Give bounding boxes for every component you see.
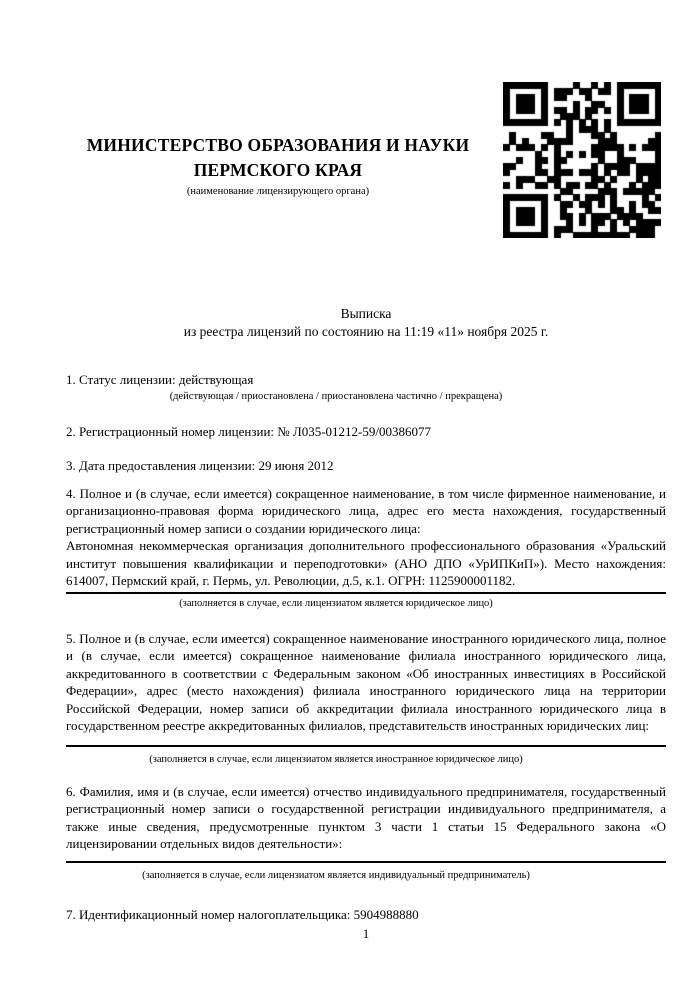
page-number: 1 (362, 926, 370, 941)
item-4-label: 4. Полное и (в случае, если имеется) сокращенное наименование, в том числе фирменное наименование, и организационно-правовая форма юридического лица, адрес его места нахождения, государственный регистрационный номер записи о создании юридического лица: (66, 485, 666, 536)
item-4-caption: (заполняется в случае, если лицензиатом является юридическое лицо) (179, 597, 493, 609)
extract-title-block (66, 305, 666, 340)
item-6-caption: (заполняется в случае, если лицензиатом является индивидуальный предприниматель) (142, 869, 530, 881)
item-5-label: 5. Полное и (в случае, если имеется) сокращенное наименование иностранного юридического лица, полное и (в случае, если имеется) сокращенное наименование филиала иностранного юридического лица, аккредитованного в соответствии с Федеральным законом «Об иностранных инвестициях в Российской Федерации», адрес (место нахождения) филиала иностранного юридического лица на территории Российской Федерации, номер записи об аккредитации филиала иностранного юридического лица в государственном реестре аккредитованных филиалов, представительств иностранных юридических лиц: (66, 630, 666, 733)
item-6-label: 6. Фамилия, имя и (в случае, если имеется) отчество индивидуального предпринимателя, государственный регистрационный номер записи о государственной регистрации индивидуального предпринимателя, а также иные сведения, предусмотренные пунктом 3 части 1 статьи 15 Федерального закона «О лицензировании отдельных видов деятельности»: (66, 783, 666, 851)
extract-subtitle: из реестра лицензий по состоянию на 11:19 «11» ноября 2025 г. (183, 323, 549, 339)
item-1-caption: (действующая / приостановлена / приостановлена частично / прекращена) (169, 390, 503, 402)
item-4-licensee-value: Автономная некоммерческая организация дополнительного профессионального образования «Уральский институт повышения квалификации и переподготовки» (АНО ДПО «УрИПКиП»). Место нахождения: 614007, Пермский край, г. Пермь, ул. Революции, д.5, к.1. ОГРН: 1125900001182. (66, 537, 666, 594)
ministry-name-line1: МИНИСТЕРСТВО ОБРАЗОВАНИЯ И НАУКИ (86, 135, 470, 155)
item-7-taxpayer-number: 7. Идентификационный номер налогоплательщика: 5904988880 (66, 906, 419, 922)
item-1-license-status: 1. Статус лицензии: действующая (66, 372, 254, 387)
item-3-license-date: 3. Дата предоставления лицензии: 29 июня 2012 (66, 458, 334, 473)
qr-code (503, 82, 661, 238)
licensing-authority-header (66, 133, 490, 183)
ministry-name-line2: ПЕРМСКОГО КРАЯ (193, 160, 363, 180)
extract-title: Выписка (340, 306, 392, 321)
item-5-fill-line (66, 735, 666, 747)
ministry-caption: (наименование лицензирующего органа) (186, 186, 370, 197)
item-5-caption: (заполняется в случае, если лицензиатом является иностранное юридическое лицо) (149, 753, 523, 765)
item-2-registration-number: 2. Регистрационный номер лицензии: № Л035-01212-59/00386077 (66, 423, 432, 439)
item-6-fill-line (66, 853, 666, 863)
